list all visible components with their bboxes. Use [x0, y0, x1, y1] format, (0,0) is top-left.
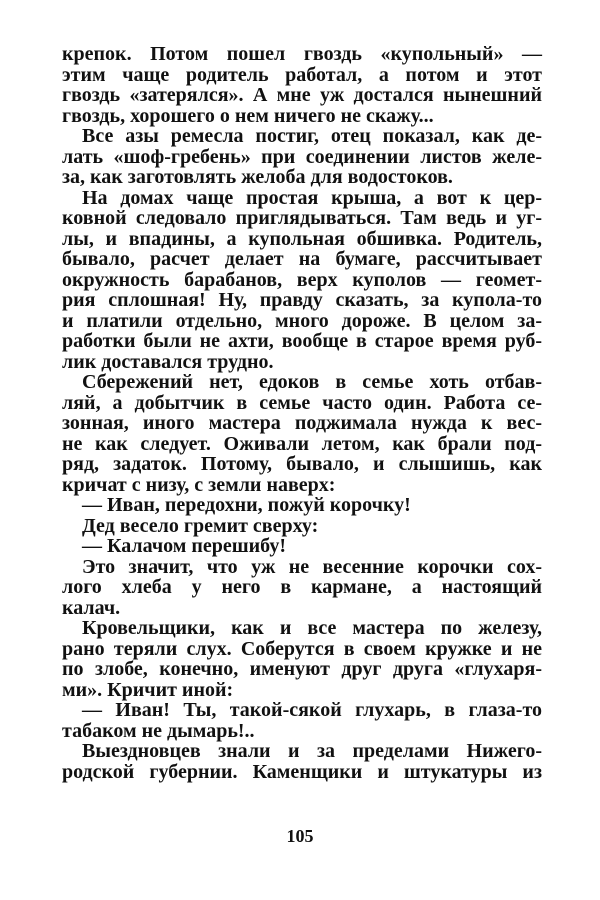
text-line: — Иван! Ты, такой-сякой глухарь, в глаза-то: [82, 699, 542, 721]
page-number: 105: [286, 826, 314, 846]
text-line: Кровельщики, как и все мастера по железу,: [82, 617, 542, 639]
text-line: Это значит, что уж не весенние корочки сох-: [82, 555, 542, 578]
text-line: Сбережений нет, едоков в семье хоть отбав-: [82, 371, 542, 393]
text-line: по злобе, конечно, именуют друг друга «глухаря-: [62, 658, 542, 680]
text-line: рано теряли слух. Соберутся в своем кружке и не: [62, 637, 542, 660]
text-line: лик доставался трудно.: [62, 350, 274, 373]
text-line: не как следует. Оживали летом, как брали под-: [62, 432, 542, 455]
text-line: ляй, а добытчик в семье часто один. Работа се-: [62, 391, 542, 414]
text-line: гвоздь, хорошего о нем ничего не скажу...: [62, 104, 434, 127]
text-line: ми». Кричит иной:: [62, 678, 234, 701]
text-line: Дед весело гремит сверху:: [82, 514, 319, 537]
text-line: зонная, иного мастера поджимала нужда к вес-: [62, 412, 542, 434]
text-line: Все азы ремесла постиг, отец показал, как де-: [82, 125, 542, 147]
text-line: лать «шоф-гребень» при соединении листов желе-: [62, 145, 542, 168]
text-line: родской губернии. Каменщики и штукатуры из: [62, 760, 542, 783]
text-line: — Иван, передохни, пожуй корочку!: [82, 494, 411, 516]
text-line: работки были не ахти, вообще в старое время руб-: [62, 330, 542, 352]
text-line: калач.: [62, 596, 121, 619]
text-line: ковной следовало приглядываться. Там ведь и уг-: [62, 207, 542, 229]
text-line: лы, и впадины, а купольная обшивка. Родитель,: [62, 227, 542, 250]
text-line: ряд, задаток. Потому, бывало, и слышишь, как: [62, 453, 542, 475]
text-line: — Калачом перешибу!: [82, 535, 287, 557]
text-line: Выездновцев знали и за пределами Нижего-: [82, 740, 542, 762]
text-line: окружность барабанов, верх куполов — геомет-: [62, 268, 542, 291]
text-line: за, как заготовлять желоба для водостоков.: [62, 166, 453, 188]
text-line: рия сплошная! Ну, правду сказать, за купола-то: [62, 289, 542, 311]
text-line: На домах чаще простая крыша, а вот к цер-: [82, 186, 542, 209]
text-line: бывало, расчет делает на бумаге, рассчитывает: [62, 248, 542, 270]
text-line: гвоздь «затерялся». А мне уж достался нынешний: [62, 84, 542, 106]
book-page-text: [62, 44, 542, 782]
text-line: лого хлеба у него в кармане, а настоящий: [62, 576, 542, 598]
text-line: кричат с низу, с земли наверх:: [62, 473, 336, 496]
text-line: и платили отдельно, много дороже. В целом за-: [62, 309, 542, 332]
text-line: табаком не дымарь!..: [62, 719, 255, 742]
text-line: крепок. Потом пошел гвоздь «купольный» —: [62, 43, 542, 65]
text-line: этим чаще родитель работал, а потом и этот: [62, 63, 542, 86]
